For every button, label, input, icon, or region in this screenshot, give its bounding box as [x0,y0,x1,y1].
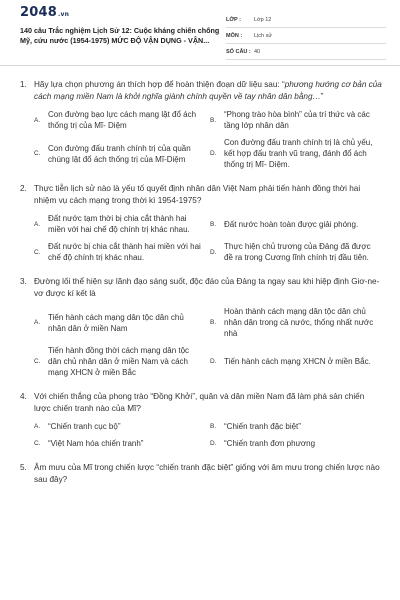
option-text: Đất nước bị chia cắt thành hai miền với hai chế độ chính trị khác nhau. [48,242,201,262]
answer-options [20,306,382,378]
answer-option[interactable] [210,345,382,378]
option-text: Con đường bạo lực cách mạng lật đổ ách thống trị của Mĩ- Diệm [48,110,197,130]
question-stem [20,462,382,486]
answer-option[interactable] [210,306,382,339]
question-text-main: Đường lối thể hiện sự lãnh đạo sáng suốt, độc đáo của Đảng ta ngay sau khi hiệp định Giơ-ne-vơ được kí kết là [34,277,380,298]
answer-option[interactable] [210,421,382,432]
answer-options [20,213,382,263]
header-left [0,0,222,65]
question-text [34,183,382,207]
answer-option[interactable] [210,241,382,263]
option-text: “Chiến tranh đơn phương [224,439,316,448]
logo-domain: .vn [57,11,70,18]
answer-option[interactable] [34,306,206,339]
meta-row [226,28,386,44]
question-item [20,391,382,449]
site-logo[interactable] [20,5,222,20]
question-list [0,79,400,486]
option-letter: C. [34,150,41,157]
option-text: Đất nước tạm thời bị chia cắt thành hai miền với hai chế độ chính trị khác nhau. [48,214,190,234]
option-text: Tiến hành cách mạng XHCN ở miền Bắc. [224,357,371,366]
option-letter: A. [34,220,41,228]
question-text [34,79,382,103]
option-text: Con đường đấu tranh chính trị là chủ yếu, kết hợp đấu tranh vũ trang, đánh đổ ách thống trị Mĩ- Diệm. [224,138,373,169]
option-text: Hoàn thành cách mạng dân tộc dân chủ nhân dân trong cả nước, thống nhất nước nhà [224,307,374,338]
answer-option[interactable] [210,213,382,235]
question-text-main: Thực tiễn lịch sử nào là yếu tố quyết định nhân dân Việt Nam phải tiến hành đồng thời hai nhiệm vụ cách mạng trong thời kì 1954-1975? [34,184,361,205]
logo-text: 2048 [20,5,57,20]
answer-option[interactable] [34,345,206,378]
question-number: 3. [20,277,27,286]
answer-options [20,421,382,449]
meta-label: SỐ CÂU : [226,48,251,55]
option-letter: D. [210,248,217,256]
question-number: 1. [20,80,27,89]
option-text: “Chiến tranh cục bộ” [48,422,121,431]
document-header [0,0,400,66]
option-letter: D. [210,150,217,157]
option-letter: B. [210,116,217,124]
question-stem [20,183,382,207]
question-text [34,391,382,415]
meta-value: 40 [254,48,261,55]
question-item [20,79,382,170]
document-title: 140 câu Trắc nghiệm Lịch Sử 12: Cuộc kháng chiến chống Mỹ, cứu nước (1954-1975) MỨC ĐỘ VẬN DỤNG - VẬN... [20,26,220,45]
answer-option[interactable] [34,213,206,235]
option-letter: B. [210,319,217,326]
question-number: 4. [20,392,27,401]
question-number: 2. [20,184,27,193]
question-stem [20,391,382,415]
answer-option[interactable] [34,438,206,449]
answer-option[interactable] [34,109,206,131]
meta-row [226,44,386,60]
option-letter: B. [210,423,217,430]
question-item [20,276,382,378]
option-text: “Phong trào hòa bình” của trí thức và các tầng lớp nhân dân [224,110,370,130]
question-text [34,462,382,486]
answer-option[interactable] [210,438,382,449]
option-letter: B. [210,220,217,228]
meta-label: MÔN : [226,32,243,39]
question-text [34,276,382,300]
option-text: “Chiến tranh đặc biệt” [224,422,301,431]
question-text-main: Âm mưu của Mĩ trong chiến lược “chiến tranh đặc biệt” giống với âm mưu trong chiến lược nào sau đây? [34,463,380,484]
question-item [20,462,382,486]
answer-option[interactable] [34,241,206,263]
option-letter: D. [210,358,217,365]
question-item [20,183,382,263]
question-stem [20,79,382,103]
option-letter: C. [34,248,41,256]
option-text: Thực hiện chủ trương của Đảng đã được đề ra trong Cương lĩnh chính trị đầu tiên. [224,242,371,262]
question-stem [20,276,382,300]
answer-options [20,109,382,170]
question-text-main: Hãy lựa chọn phương án thích hợp để hoàn thiện đoạn dữ liệu sau: “ [34,80,285,89]
option-letter: C. [34,440,41,447]
question-text-italic: phương hướng cơ bản của cách mạng miền Nam là khởi nghĩa giành chính quyền về tay nhân dân bằng… [34,80,382,101]
option-letter: D. [210,440,217,447]
question-text-main: Với chiến thắng của phong trào “Đồng Khởi”, quân và dân miền Nam đã làm phá sản chiến lược chiến tranh nào của Mĩ? [34,392,365,413]
option-text: Tiến hành cách mạng dân tộc dân chủ nhân dân ở miền Nam [48,312,184,333]
meta-value: Lớp 12 [254,16,272,23]
option-letter: A. [34,116,41,124]
meta-value: Lịch sử [254,32,273,39]
option-text: Con đường đấu tranh chính trị của quần chúng lật đổ ách thống trị của Mĩ-Diệm [48,143,191,164]
option-text: “Việt Nam hóa chiến tranh” [48,439,144,448]
option-letter: A. [34,319,41,326]
document-meta [222,0,400,65]
answer-option[interactable] [34,421,206,432]
option-text: Tiến hành đồng thời cách mạng dân tộc dân chủ nhân dân ở miền Nam và cách mạng XHCN ở miền Bắc [48,346,190,377]
option-letter: A. [34,423,41,430]
answer-option[interactable] [210,109,382,131]
question-text-end: ” [320,92,324,101]
option-text: Đất nước hoàn toàn được giải phóng. [224,219,359,229]
meta-label: LỚP : [226,16,241,23]
answer-option[interactable] [34,137,206,170]
answer-option[interactable] [210,137,382,170]
question-number: 5. [20,463,27,472]
meta-row [226,12,386,28]
option-letter: C. [34,358,41,365]
